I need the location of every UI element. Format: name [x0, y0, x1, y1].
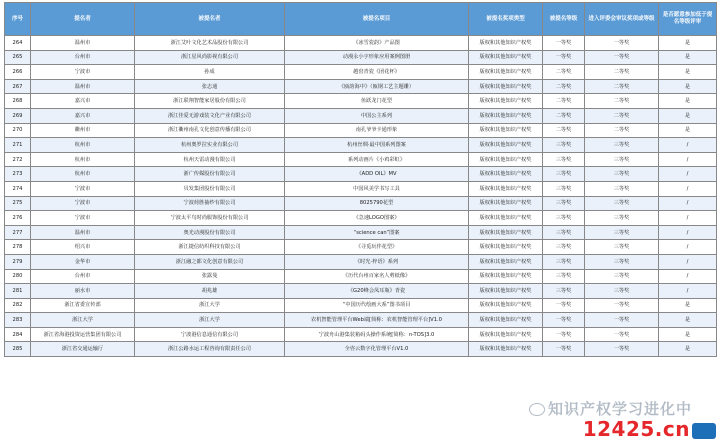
nominee-cell: 浙江大学 — [135, 298, 285, 313]
nominator-cell: 台州市 — [31, 269, 135, 284]
table-row — [5, 36, 717, 51]
table-row — [5, 327, 717, 342]
row-number-cell: 280 — [5, 269, 31, 284]
column-header: 被提名等级 — [543, 3, 585, 36]
review-level-cell: 三等奖 — [585, 284, 659, 299]
row-number-cell: 285 — [5, 342, 31, 357]
award-type-cell: 版权和其他知识产权奖 — [469, 225, 543, 240]
nominated-level-cell: 三等奖 — [543, 211, 585, 226]
review-level-cell: 三等奖 — [585, 196, 659, 211]
accept-lower-level-cell: 是 — [659, 108, 717, 123]
review-level-cell: 二等奖 — [585, 108, 659, 123]
award-type-cell: 版权和其他知识产权奖 — [469, 269, 543, 284]
accept-lower-level-cell: 是 — [659, 36, 717, 51]
accept-lower-level-cell: / — [659, 152, 717, 167]
nominator-cell: 衢州市 — [31, 123, 135, 138]
award-type-cell: 版权和其他知识产权奖 — [469, 138, 543, 153]
award-type-cell: 版权和其他知识产权奖 — [469, 123, 543, 138]
table-row — [5, 181, 717, 196]
site-logo-icon — [692, 423, 716, 439]
award-type-cell: 版权和其他知识产权奖 — [469, 79, 543, 94]
nominated-level-cell: 三等奖 — [543, 254, 585, 269]
accept-lower-level-cell: / — [659, 269, 717, 284]
row-number-cell: 274 — [5, 181, 31, 196]
row-number-cell: 281 — [5, 284, 31, 299]
nominated-level-cell: 三等奖 — [543, 167, 585, 182]
column-header: 被提名项目 — [285, 3, 469, 36]
nominator-cell: 宁波市 — [31, 211, 135, 226]
project-cell: “中国历代绘画大系”图书项目 — [285, 298, 469, 313]
nominated-level-cell: 一等奖 — [543, 298, 585, 313]
review-level-cell: 三等奖 — [585, 181, 659, 196]
table-row — [5, 65, 717, 80]
nominee-cell: 浙江衢州南孔文化创意传播有限公司 — [135, 123, 285, 138]
nominator-cell: 浙江省海港投资运营集团有限公司 — [31, 327, 135, 342]
project-cell: 鱼跃龙门花型 — [285, 94, 469, 109]
nominee-cell: 宁波太平鸟时尚服饰股份有限公司 — [135, 211, 285, 226]
award-type-cell: 版权和其他知识产权奖 — [469, 342, 543, 357]
wechat-icon — [529, 403, 545, 416]
column-header: 被提名者 — [135, 3, 285, 36]
header-row — [5, 3, 717, 36]
table-body — [5, 36, 717, 357]
project-cell: 《寻觅玩伴花型》 — [285, 240, 469, 255]
row-number-cell: 279 — [5, 254, 31, 269]
nominated-level-cell: 三等奖 — [543, 138, 585, 153]
row-number-cell: 272 — [5, 152, 31, 167]
project-cell: 《ADD OIL》MV — [285, 167, 469, 182]
row-number-cell: 282 — [5, 298, 31, 313]
project-cell: “science can”图案 — [285, 225, 469, 240]
accept-lower-level-cell: 是 — [659, 298, 717, 313]
nominator-cell: 宁波市 — [31, 65, 135, 80]
accept-lower-level-cell: 是 — [659, 65, 717, 80]
project-cell: 中国风美学书写工具 — [285, 181, 469, 196]
nominee-cell: 浙江大学 — [135, 313, 285, 328]
nominated-level-cell: 一等奖 — [543, 342, 585, 357]
row-number-cell: 267 — [5, 79, 31, 94]
column-header: 是否愿意参加低于提名等级评审 — [659, 3, 717, 36]
review-level-cell: 三等奖 — [585, 167, 659, 182]
award-type-cell: 版权和其他知识产权奖 — [469, 65, 543, 80]
nominee-cell: 孙成 — [135, 65, 285, 80]
nominator-cell: 宁波市 — [31, 196, 135, 211]
nominator-cell: 温州市 — [31, 79, 135, 94]
accept-lower-level-cell: / — [659, 284, 717, 299]
nominee-cell: 浙江联翔智能家居股份有限公司 — [135, 94, 285, 109]
table-row — [5, 240, 717, 255]
review-level-cell: 三等奖 — [585, 254, 659, 269]
nominated-level-cell: 二等奖 — [543, 123, 585, 138]
nominee-cell: 浙江佳爱无游戏装文化产业有限公司 — [135, 108, 285, 123]
nominated-level-cell: 二等奖 — [543, 65, 585, 80]
accept-lower-level-cell: 是 — [659, 79, 717, 94]
nominated-level-cell: 三等奖 — [543, 225, 585, 240]
table-row — [5, 284, 717, 299]
nominee-cell: 张露曼 — [135, 269, 285, 284]
award-type-cell: 版权和其他知识产权奖 — [469, 298, 543, 313]
nominated-level-cell: 二等奖 — [543, 94, 585, 109]
review-level-cell: 一等奖 — [585, 313, 659, 328]
nominator-cell: 丽水市 — [31, 284, 135, 299]
review-level-cell: 三等奖 — [585, 269, 659, 284]
nominee-cell: 杭州天雷动漫有限公司 — [135, 152, 285, 167]
row-number-cell: 265 — [5, 50, 31, 65]
project-cell: 宁波舟山港集装箱码头操作系统[简称：n-TOS]3.0 — [285, 327, 469, 342]
award-type-cell: 版权和其他知识产权奖 — [469, 254, 543, 269]
award-type-cell: 版权和其他知识产权奖 — [469, 36, 543, 51]
award-type-cell: 版权和其他知识产权奖 — [469, 284, 543, 299]
accept-lower-level-cell: / — [659, 211, 717, 226]
column-header: 提名者 — [31, 3, 135, 36]
award-type-cell: 版权和其他知识产权奖 — [469, 50, 543, 65]
project-cell: 动漫永小宇形象应用案例图册 — [285, 50, 469, 65]
nominator-cell: 金华市 — [31, 254, 135, 269]
review-level-cell: 三等奖 — [585, 138, 659, 153]
table-row — [5, 225, 717, 240]
nominator-cell: 浙江省交通运输厅 — [31, 342, 135, 357]
accept-lower-level-cell: 是 — [659, 94, 717, 109]
award-type-cell: 版权和其他知识产权奖 — [469, 240, 543, 255]
accept-lower-level-cell: / — [659, 196, 717, 211]
project-cell: 系列动画片《小鸡彩虹》 — [285, 152, 469, 167]
column-header: 被提名奖项类型 — [469, 3, 543, 36]
row-number-cell: 277 — [5, 225, 31, 240]
watermark-text: 知识产权学习进化中 — [548, 400, 692, 418]
nominee-cell: 杭州奥罗拉实业有限公司 — [135, 138, 285, 153]
award-type-cell: 版权和其他知识产权奖 — [469, 94, 543, 109]
watermark — [529, 398, 692, 419]
project-cell: 《时光·梓语》系列 — [285, 254, 469, 269]
table-row — [5, 211, 717, 226]
review-level-cell: 一等奖 — [585, 36, 659, 51]
table-row — [5, 79, 717, 94]
table-row — [5, 167, 717, 182]
project-cell: 《G20峰会凤耳瓶》青瓷 — [285, 284, 469, 299]
award-type-cell: 版权和其他知识产权奖 — [469, 181, 543, 196]
review-level-cell: 二等奖 — [585, 94, 659, 109]
project-cell: 《急速LOGO图案》 — [285, 211, 469, 226]
award-table — [4, 2, 717, 357]
nominated-level-cell: 三等奖 — [543, 240, 585, 255]
accept-lower-level-cell: / — [659, 167, 717, 182]
project-cell: 越窑青瓷《团花杯》 — [285, 65, 469, 80]
nominator-cell: 嘉兴市 — [31, 108, 135, 123]
nominated-level-cell: 二等奖 — [543, 108, 585, 123]
table-row — [5, 152, 717, 167]
accept-lower-level-cell: / — [659, 138, 717, 153]
row-number-cell: 278 — [5, 240, 31, 255]
project-cell: 《历代台州百家名人剪纸像》 — [285, 269, 469, 284]
nominee-cell: 宁波港信息通信有限公司 — [135, 327, 285, 342]
nominee-cell: 胡兆雄 — [135, 284, 285, 299]
nominated-level-cell: 三等奖 — [543, 152, 585, 167]
nominee-cell: 浙江捷信纺织科技有限公司 — [135, 240, 285, 255]
nominated-level-cell: 一等奖 — [543, 50, 585, 65]
award-type-cell: 版权和其他知识产权奖 — [469, 196, 543, 211]
nominator-cell: 绍兴市 — [31, 240, 135, 255]
nominated-level-cell: 一等奖 — [543, 313, 585, 328]
nominator-cell: 杭州市 — [31, 138, 135, 153]
project-cell: 杭州丝绸·最中国系列图案 — [285, 138, 469, 153]
review-level-cell: 一等奖 — [585, 342, 659, 357]
row-number-cell: 264 — [5, 36, 31, 51]
review-level-cell: 二等奖 — [585, 123, 659, 138]
table-row — [5, 138, 717, 153]
nominator-cell: 嘉兴市 — [31, 94, 135, 109]
row-number-cell: 273 — [5, 167, 31, 182]
column-header: 序号 — [5, 3, 31, 36]
review-level-cell: 三等奖 — [585, 211, 659, 226]
nominated-level-cell: 二等奖 — [543, 79, 585, 94]
nominator-cell: 宁波市 — [31, 181, 135, 196]
review-level-cell: 二等奖 — [585, 79, 659, 94]
row-number-cell: 270 — [5, 123, 31, 138]
nominator-cell: 杭州市 — [31, 167, 135, 182]
table-row — [5, 50, 717, 65]
column-header: 进入评委会审议奖项或等级 — [585, 3, 659, 36]
nominated-level-cell: 一等奖 — [543, 327, 585, 342]
nominee-cell: 张志通 — [135, 79, 285, 94]
nominated-level-cell: 三等奖 — [543, 284, 585, 299]
nominator-cell: 温州市 — [31, 36, 135, 51]
award-type-cell: 版权和其他知识产权奖 — [469, 211, 543, 226]
row-number-cell: 271 — [5, 138, 31, 153]
project-cell: 《瓯韵海中》（瓯钢工艺主题雕） — [285, 79, 469, 94]
table-row — [5, 108, 717, 123]
nominee-cell: 浙江星风尚影视有限公司 — [135, 50, 285, 65]
row-number-cell: 269 — [5, 108, 31, 123]
table-row — [5, 196, 717, 211]
table-row — [5, 298, 717, 313]
site-logo: 12425.cn — [583, 417, 690, 441]
review-level-cell: 一等奖 — [585, 327, 659, 342]
review-level-cell: 三等奖 — [585, 240, 659, 255]
row-number-cell: 284 — [5, 327, 31, 342]
nominator-cell: 杭州市 — [31, 152, 135, 167]
nominee-cell: 浙江融之都文化创意有限公司 — [135, 254, 285, 269]
project-cell: 农机智能管理平台Web端[简称：农机智能管理平台]V1.0 — [285, 313, 469, 328]
review-level-cell: 一等奖 — [585, 298, 659, 313]
nominee-cell: 奥光动漫股份有限公司 — [135, 225, 285, 240]
accept-lower-level-cell: 是 — [659, 342, 717, 357]
accept-lower-level-cell: / — [659, 254, 717, 269]
nominated-level-cell: 三等奖 — [543, 196, 585, 211]
row-number-cell: 275 — [5, 196, 31, 211]
review-level-cell: 三等奖 — [585, 225, 659, 240]
award-type-cell: 版权和其他知识产权奖 — [469, 152, 543, 167]
table-row — [5, 313, 717, 328]
nominee-cell: 浙江艾叶文化艺术品股份有限公司 — [135, 36, 285, 51]
row-number-cell: 266 — [5, 65, 31, 80]
table-row — [5, 342, 717, 357]
award-type-cell: 版权和其他知识产权奖 — [469, 327, 543, 342]
project-cell: 南孔爷爷卡通形象 — [285, 123, 469, 138]
nominator-cell: 温州市 — [31, 225, 135, 240]
table-row — [5, 94, 717, 109]
award-type-cell: 版权和其他知识产权奖 — [469, 167, 543, 182]
nominated-level-cell: 一等奖 — [543, 36, 585, 51]
accept-lower-level-cell: / — [659, 240, 717, 255]
nominator-cell: 台州市 — [31, 50, 135, 65]
accept-lower-level-cell: 是 — [659, 327, 717, 342]
row-number-cell: 276 — [5, 211, 31, 226]
table-row — [5, 269, 717, 284]
accept-lower-level-cell: 是 — [659, 313, 717, 328]
award-type-cell: 版权和其他知识产权奖 — [469, 108, 543, 123]
project-cell: 《冰雪瓷韵》产品图 — [285, 36, 469, 51]
nominated-level-cell: 三等奖 — [543, 269, 585, 284]
table-row — [5, 254, 717, 269]
nominee-cell: 宁波荷胜抽纱有限公司 — [135, 196, 285, 211]
nominee-cell: 贝发集团股份有限公司 — [135, 181, 285, 196]
nominated-level-cell: 三等奖 — [543, 181, 585, 196]
review-level-cell: 二等奖 — [585, 65, 659, 80]
nominator-cell: 浙江大学 — [31, 313, 135, 328]
row-number-cell: 283 — [5, 313, 31, 328]
row-number-cell: 268 — [5, 94, 31, 109]
project-cell: 8025790花型 — [285, 196, 469, 211]
review-level-cell: 三等奖 — [585, 152, 659, 167]
table-row — [5, 123, 717, 138]
accept-lower-level-cell: / — [659, 181, 717, 196]
project-cell: 全咨云数字化管理平台V1.0 — [285, 342, 469, 357]
review-level-cell: 一等奖 — [585, 50, 659, 65]
nominee-cell: 浙广传媒股份有限公司 — [135, 167, 285, 182]
project-cell: 中国公主系列 — [285, 108, 469, 123]
nominee-cell: 浙江公路水运工程咨询有限责任公司 — [135, 342, 285, 357]
accept-lower-level-cell: 是 — [659, 50, 717, 65]
accept-lower-level-cell: / — [659, 225, 717, 240]
award-type-cell: 版权和其他知识产权奖 — [469, 313, 543, 328]
accept-lower-level-cell: 是 — [659, 123, 717, 138]
nominator-cell: 浙江省委宣传部 — [31, 298, 135, 313]
